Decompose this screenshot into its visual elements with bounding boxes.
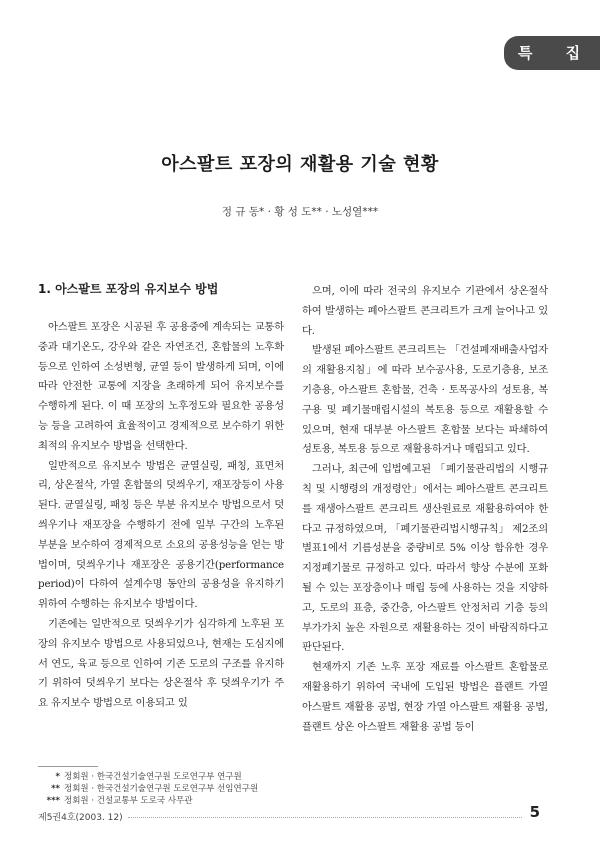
body-paragraph: 일반적으로 유지보수 방법은 균열실링, 패칭, 표면처리, 상온절삭, 가열 혼합물의 덧씌우기, 재포장등이 사용된다. 균열실링, 패칭 등은 부분 유지보수 방법으로서 덧씌우기나 재포장을 수행하기 전에 일부 구간의 노후된 부분을 보수하여 경제적으로 소요의 공용성능을 얻는 방법이며, 덧씌우기나 재포장은 공용기간(performance period)이 다하여 설계수명 동안의 공용성을 유지하기 위하여 수행하는 유지보수 방법이다. xyxy=(38,459,284,611)
footnote xyxy=(38,795,338,807)
footer-dotted-line xyxy=(128,817,522,818)
right-column xyxy=(302,282,548,737)
body-paragraph: 아스팔트 포장은 시공된 후 공용중에 계속되는 교통하중과 대기온도, 강우와 같은 자연조건, 혼합물의 노후화 등으로 인하여 소성변형, 균열 등이 발생하게 되며, 이에 따라 안전한 교통에 지장을 초래하게 되어 유지보수를 수행하게 된다. 이 때 포장의 노후정도와 필요한 공용성능 등을 고려하여 효율적이고 경제적으로 보수하기 위한 최적의 유지보수 방법을 선택한다. xyxy=(38,321,284,452)
footnote-text: 정회원 · 한국건설기술연구원 도로연구부 연구원 xyxy=(64,772,242,782)
footnote-mark: * xyxy=(55,772,60,782)
body-paragraph: 기존에는 일반적으로 덧씌우기가 심각하게 노후된 포장의 유지보수 방법으로 사용되었으나, 현재는 도심지에서 연도, 육교 등으로 인하여 기존 도로의 구조를 유지하기 위하여 덧씌우기 보다는 상온절삭 후 덧씌우기가 주요 유지보수 방법으로 이용되고 있 xyxy=(38,617,284,710)
section-heading: 1. 아스팔트 포장의 유지보수 방법 xyxy=(38,282,219,296)
body-paragraph: 으며, 이에 따라 전국의 유지보수 기관에서 상온절삭하여 발생하는 폐아스팔트 콘크리트가 크게 늘어나고 있다. xyxy=(302,285,548,337)
footnote-mark: ** xyxy=(51,784,60,794)
article-authors: 정 규 동* · 황 성 도** · 노성열*** xyxy=(221,206,379,218)
section-badge: 특 집 xyxy=(504,36,600,70)
left-column xyxy=(38,280,284,714)
footnote-text: 정회원 · 한국건설기술연구원 도로연구부 선임연구원 xyxy=(64,784,259,794)
article-title: 아스팔트 포장의 재활용 기술 현황 xyxy=(161,154,439,175)
issue-info: 제5권4호(2003. 12) xyxy=(38,813,123,823)
body-paragraph: 현재까지 기존 노후 포장 재료를 아스팔트 혼합물로 재활용하기 위하여 국내에 도입된 방법은 플랜트 가열 아스팔트 재활용 공법, 현장 가열 아스팔트 재활용 공법, 플랜트 상온 아스팔트 재활용 공법 등이 xyxy=(302,661,548,733)
footnote-text: 정회원 · 건설교통부 도로국 사무관 xyxy=(64,796,193,806)
footnote xyxy=(38,783,338,795)
page-number: 5 xyxy=(529,803,540,821)
footnote xyxy=(38,771,338,783)
body-paragraph: 발생된 폐아스팔트 콘크리트는 「건설폐재배출사업자의 재활용지침」에 따라 보수공사용, 도로기층용, 보조기층용, 아스팔트 혼합물, 건축 · 토목공사의 성토용, 복구용 및 폐기물매립시설의 복토용 등으로 재활용할 수 있으며, 현재 대부분 아스팔트 혼합물 보다는 파쇄하여 성토용, 복토용 등으로 재활용하거나 매립되고 있다. xyxy=(302,344,548,456)
footnote-divider xyxy=(38,766,98,767)
footnotes xyxy=(38,771,338,807)
body-paragraph: 그러나, 최근에 입법예고된 「폐기물관리법의 시행규칙 및 시행령의 개정령안」에서는 폐아스팔트 콘크리트를 재생아스팔트 콘크리트 생산원료로 재활용하여야 한다고 규정하였으며, 「폐기물관리법시행규칙」 제2조의 별표1에서 기름성분을 중량비로 5% 이상 함유한 경우 지정폐기물로 규정하고 있다. 따라서 향상 수분에 포화될 수 있는 포장층이나 매립 등에 사용하는 것을 지양하고, 도로의 표층, 중간층, 아스팔트 안정처리 기층 등의 부가가치 높은 자원으로 재활용하는 것이 바람직하다고 판단된다. xyxy=(302,463,548,654)
footnote-mark: *** xyxy=(46,796,60,806)
